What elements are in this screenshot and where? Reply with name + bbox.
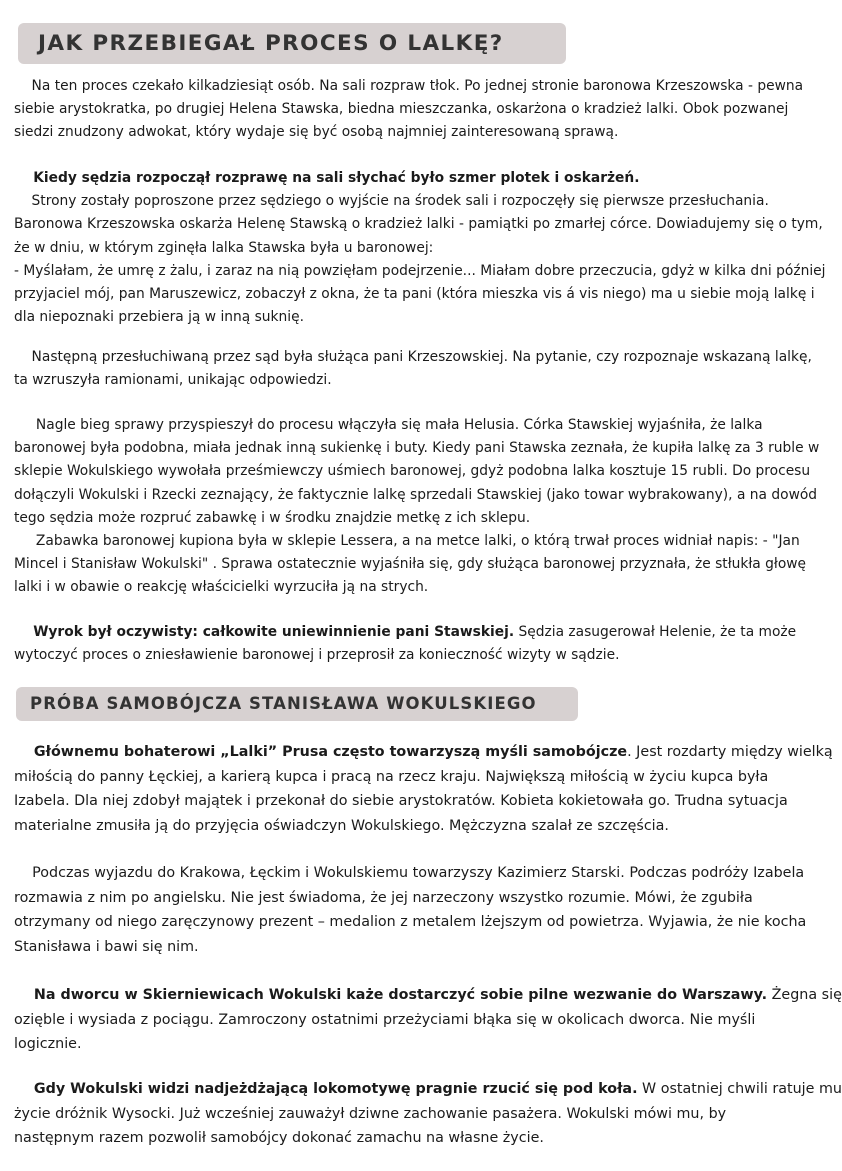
text-line: logicznie.	[14, 1036, 82, 1052]
bold-lead: Gdy Wokulski widzi nadjeżdżającą lokomotywę pragnie rzucić się pod koła.	[14, 1081, 638, 1097]
text-line: siedzi znudzony adwokat, który wydaje się być osobą najmniej zainteresowaną sprawą.	[14, 124, 619, 141]
text-line: sklepie Wokulskiego wywołała prześmiewczy uśmiech baronowej, gdyż podobna lalka kosztuje 15 rubli. Do procesu	[14, 463, 811, 480]
text-line: wytoczyć proces o zniesławienie baronowej i przeprosił za konieczność wizyty w sądzie.	[14, 647, 620, 664]
text-line: Podczas wyjazdu do Krakowa, Łęckim i Wokulskiemu towarzyszy Kazimierz Starski. Podczas podróży Izabela	[14, 865, 805, 881]
bold-lead: Na dworcu w Skierniewicach Wokulski każe dostarczyć sobie pilne wezwanie do Warszawy.	[14, 987, 768, 1003]
text-line: przyjaciel mój, pan Maruszewicz, zobaczył z okna, że ta pani (która mieszka vis á vis niego) ma u siebie moją lalkę i	[14, 285, 815, 302]
text-line: dołączyli Wokulski i Rzecki zeznający, że faktycznie lalkę sprzedali Stawskiej (jako towar wybrakowany), a na dowód	[14, 486, 818, 503]
bold-lead: Wyrok był oczywisty: całkowite uniewinnienie pani Stawskiej.	[14, 624, 515, 640]
bold-lead: Kiedy sędzia rozpoczął rozprawę na sali słychać było szmer plotek i oskarżeń.	[14, 170, 640, 186]
paragraph-skierniewice	[14, 983, 842, 1057]
paragraph-hearings	[14, 167, 826, 329]
text-line: Zabawka baronowej kupiona była w sklepie Lessera, a na metce lalki, o którą trwał proces widniał napis: - "Jan	[14, 532, 800, 549]
paragraph-krakow-trip	[14, 861, 814, 959]
text-line: Izabela. Dla niej zdobył majątek i przekonał do siebie arystokratów. Kobieta kokietowała go. Trudna sytuacja	[14, 793, 788, 809]
bold-lead: Głównemu bohaterowi „Lalki” Prusa często towarzyszą myśli samobójcze	[14, 744, 628, 760]
text-line: siebie arystokratka, po drugiej Helena Stawska, biedna mieszczanka, oskarżona o kradzież lalki. Obok pozwanej	[14, 101, 789, 118]
text-line	[14, 1077, 842, 1102]
text-line: materialne zmusiła ją do przyjęcia oświadczyn Wokulskiego. Mężczyzna szalał ze szczęścia.	[14, 817, 669, 834]
text-line: lalki i w obawie o reakcję właścicielki wyrzuciła ją na strych.	[14, 579, 429, 596]
text-line: baronowej była podobna, miała jednak inną sukienkę i buty. Kiedy pani Stawska zeznała, że kupiła lalkę za 3 ruble w	[14, 440, 820, 457]
text-line	[14, 621, 814, 644]
text-line: tego sędzia może rozpruć zabawkę i w środku znajdzie metkę z ich sklepu.	[14, 509, 531, 526]
text-line: Nagle bieg sprawy przyspieszył do procesu włączyła się mała Helusia. Córka Stawskiej wyjaśniła, że lalka	[14, 417, 763, 433]
section-heading-trial: JAK PRZEBIEGAŁ PROCES O LALKĘ?	[18, 23, 566, 64]
text-line: następnym razem pozwolił samobójcy dokonać zamachu na własne życie.	[14, 1130, 544, 1146]
text-line: Następną przesłuchiwaną przez sąd była służąca pani Krzeszowskiej. Na pytanie, czy rozpoznaje wskazaną lalkę,	[14, 349, 812, 365]
text-line: Na ten proces czekało kilkadziesiąt osób. Na sali rozpraw tłok. Po jednej stronie baronowa Krzeszowska - pewna	[14, 78, 804, 94]
text-line: Mincel i Stanisław Wokulski" . Sprawa ostatecznie wyjaśniła się, gdy służąca baronowej przyznała, że stłukła głowę	[14, 556, 807, 573]
section-heading-suicide-attempt: PRÓBA SAMOBÓJCZA STANISŁAWA WOKULSKIEGO	[16, 687, 578, 721]
paragraph-helusia	[14, 414, 820, 600]
text-line: dla niepoznaki przebiera ją w inną suknię.	[14, 309, 304, 326]
text-line: życie dróżnik Wysocki. Już wcześniej zauważył dziwne zachowanie pasażera. Wokulski mówi mu, by	[14, 1105, 727, 1122]
paragraph-servant	[14, 346, 814, 392]
text-line: Baronowa Krzeszowska oskarża Helenę Stawską o kradzież lalki - pamiątki po zmarłej córce. Dowiadujemy się o tym,	[14, 216, 823, 233]
paragraph-thoughts	[14, 740, 833, 838]
paragraph-locomotive	[14, 1077, 842, 1151]
text-line	[14, 983, 842, 1008]
text-line: miłością do panny Łęckiej, a karierą kupca i pracą na rzecz kraju. Największą miłością w życiu kupca była	[14, 768, 769, 785]
text-line: - Myślałam, że umrę z żalu, i zaraz na nią powzięłam podejrzenie... Miałam dobre przeczucia, gdyż w kilka dni później	[14, 262, 826, 279]
text-run: Żegna się	[767, 987, 842, 1003]
text-run: . Jest rozdarty między wielką	[627, 744, 833, 760]
text-line: Strony zostały poproszone przez sędziego o wyjście na środek sali i rozpoczęły się pierwsze przesłuchania.	[14, 193, 769, 210]
text-line: ta wzruszyła ramionami, unikając odpowiedzi.	[14, 372, 332, 389]
text-line-bold	[14, 167, 814, 190]
text-line: że w dniu, w którym zginęła lalka Stawska była u baronowej:	[14, 239, 434, 256]
paragraph-intro	[14, 75, 814, 145]
paragraph-verdict	[14, 621, 814, 667]
text-run: Sędzia zasugerował Helenie, że ta może	[514, 624, 797, 640]
text-line: ozięble i wysiada z pociągu. Zamroczony ostatnimi przeżyciami błąka się w okolicach dworca. Nie myśli	[14, 1011, 756, 1028]
text-line	[14, 740, 833, 765]
text-line: rozmawia z nim po angielsku. Nie jest świadoma, że jej narzeczony wszystko rozumie. Mówi, że zgubiła	[14, 889, 753, 906]
text-line: otrzymany od niego zaręczynowy prezent – medalion z metalem lżejszym od powietrza. Wyjawia, że nie kocha	[14, 914, 807, 930]
text-run: W ostatniej chwili ratuje mu	[637, 1081, 842, 1097]
text-line: Stanisława i bawi się nim.	[14, 938, 199, 955]
